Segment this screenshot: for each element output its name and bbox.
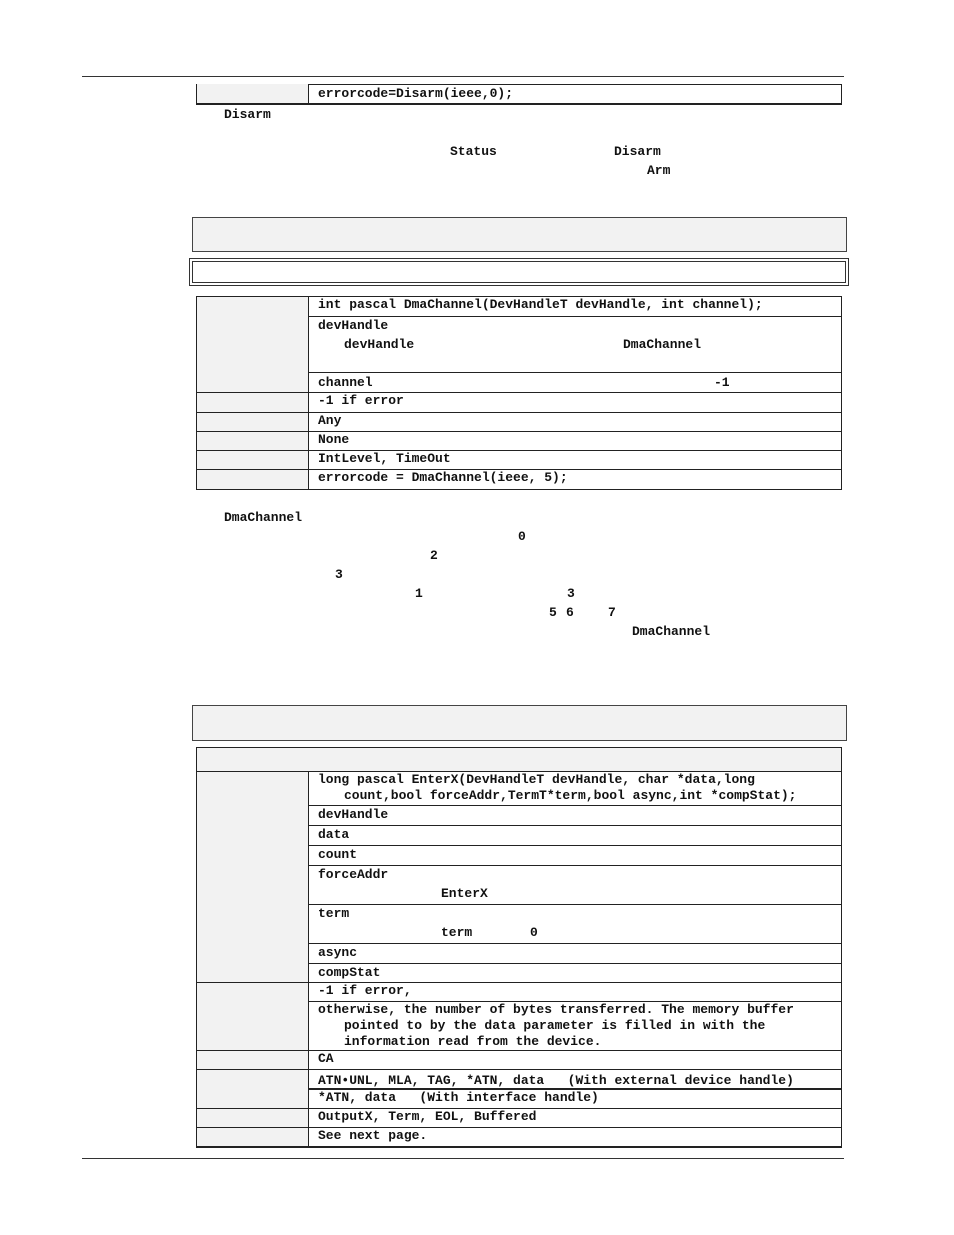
dmachannel-label-bus-states bbox=[196, 431, 309, 451]
param-term-word: term bbox=[441, 925, 473, 940]
returns-line-2: pointed to by the data parameter is filled in with the bbox=[344, 1018, 766, 1033]
param-channel-name: channel bbox=[318, 375, 373, 390]
dmachannel-prototype: int pascal DmaChannel(DevHandleT devHandle, int channel); bbox=[308, 296, 842, 317]
prototype-line-1: long pascal EnterX(DevHandleT devHandle, char *data,long bbox=[318, 772, 755, 787]
enterx-mode: CA bbox=[308, 1050, 842, 1070]
param-channel-value: -1 bbox=[714, 375, 730, 390]
dmachannel-returns: -1 if error bbox=[308, 392, 842, 413]
enterx-example: See next page. bbox=[308, 1127, 842, 1148]
header-rule bbox=[82, 76, 844, 77]
top-example-code: errorcode=Disarm(ieee,0); bbox=[308, 84, 842, 104]
para-number: 7 bbox=[608, 605, 616, 620]
dmachannel-label-mode bbox=[196, 412, 309, 432]
dmachannel-example: errorcode = DmaChannel(ieee, 5); bbox=[308, 469, 842, 490]
param-devhandle-name: devHandle bbox=[318, 318, 389, 333]
top-example-bottom-rule bbox=[196, 103, 842, 105]
dmachannel-param-channel bbox=[308, 372, 842, 393]
keyword-status: Status bbox=[450, 144, 497, 159]
param-devhandle-desc-func: DmaChannel bbox=[623, 337, 702, 352]
enterx-param-devhandle: devHandle bbox=[308, 805, 842, 826]
dmachannel-bus-states: None bbox=[308, 431, 842, 451]
param-forceaddr-func: EnterX bbox=[441, 886, 488, 901]
para-number: 3 bbox=[335, 567, 343, 582]
para-number: 1 bbox=[415, 586, 423, 601]
dmachannel-label-params bbox=[196, 296, 309, 393]
dmachannel-label-example bbox=[196, 469, 309, 490]
enterx-bus-states-1: ATN•UNL, MLA, TAG, *ATN, data (With external device handle) bbox=[308, 1069, 842, 1090]
keyword-disarm-2: Disarm bbox=[614, 144, 661, 159]
enterx-label-mode bbox=[196, 1050, 309, 1070]
prototype-line-2: count,bool forceAddr,TermT*term,bool async,int *compStat); bbox=[344, 788, 797, 803]
enterx-returns-1: -1 if error, bbox=[308, 982, 842, 1002]
dmachannel-syntax-banner bbox=[189, 258, 849, 286]
keyword-arm: Arm bbox=[647, 163, 671, 178]
dmachannel-label-see-also bbox=[196, 450, 309, 470]
enterx-see-also: OutputX, Term, EOL, Buffered bbox=[308, 1108, 842, 1128]
para-number: 2 bbox=[430, 548, 438, 563]
para-number: 0 bbox=[518, 529, 526, 544]
para-keyword-dmachannel: DmaChannel bbox=[224, 510, 303, 525]
param-devhandle-desc-word: devHandle bbox=[344, 337, 415, 352]
returns-line-1: otherwise, the number of bytes transferred. The memory buffer bbox=[318, 1002, 794, 1017]
enterx-label-example bbox=[196, 1127, 309, 1148]
param-term-zero: 0 bbox=[530, 925, 538, 940]
enterx-param-forceaddr bbox=[308, 865, 842, 905]
enterx-param-count: count bbox=[308, 845, 842, 866]
param-forceaddr-name: forceAddr bbox=[318, 867, 389, 882]
enterx-returns-2 bbox=[308, 1001, 842, 1051]
dmachannel-see-also: IntLevel, TimeOut bbox=[308, 450, 842, 470]
dmachannel-param-devhandle bbox=[308, 316, 842, 373]
para-number: 5 bbox=[549, 605, 557, 620]
footer-rule bbox=[82, 1158, 844, 1159]
top-example-label-cell bbox=[196, 84, 309, 104]
enterx-label-params bbox=[196, 771, 309, 983]
param-term-name: term bbox=[318, 906, 350, 921]
enterx-label-see-also bbox=[196, 1108, 309, 1128]
para-keyword-dmachannel-2: DmaChannel bbox=[632, 624, 711, 639]
enterx-param-data: data bbox=[308, 825, 842, 846]
enterx-label-returns bbox=[196, 982, 309, 1051]
enterx-bus-states-2: *ATN, data (With interface handle) bbox=[308, 1089, 842, 1109]
para-number: 3 bbox=[567, 586, 575, 601]
returns-line-3: information read from the device. bbox=[344, 1034, 602, 1049]
enterx-section-header bbox=[192, 705, 847, 741]
enterx-prototype bbox=[308, 771, 842, 806]
enterx-param-term bbox=[308, 904, 842, 944]
dmachannel-label-returns bbox=[196, 392, 309, 413]
dmachannel-section-header bbox=[192, 217, 847, 252]
enterx-param-compstat: compStat bbox=[308, 963, 842, 983]
dmachannel-mode: Any bbox=[308, 412, 842, 432]
enterx-label-bus-states bbox=[196, 1069, 309, 1109]
enterx-syntax-banner bbox=[196, 747, 842, 772]
keyword-disarm: Disarm bbox=[224, 107, 271, 122]
enterx-param-async: async bbox=[308, 943, 842, 964]
para-number: 6 bbox=[566, 605, 574, 620]
